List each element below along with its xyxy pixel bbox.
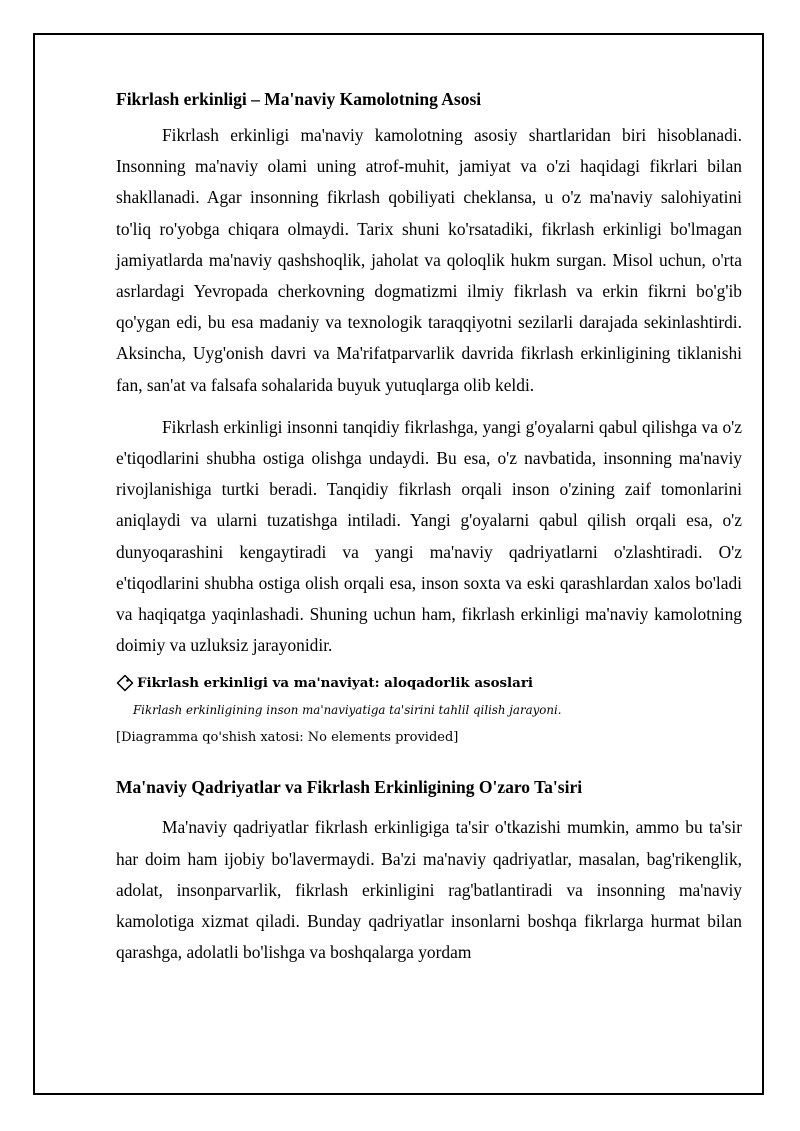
figure-title-text: Fikrlash erkinligi va ma'naviyat: aloqadorlik asoslari	[137, 675, 533, 692]
document-content	[116, 86, 742, 979]
section-heading-2: Ma'naviy Qadriyatlar va Fikrlash Erkinligining O'zaro Ta'siri	[116, 777, 583, 798]
paragraph-1: Fikrlash erkinligi ma'naviy kamolotning asosiy shartlaridan biri hisoblanadi. Insonning ma'naviy olami uning atrof-muhit, jamiyat va o'zi haqidagi fikrlari bilan shakllanadi. Agar insonning fikrlash qobiliyati cheklansa, u o'z ma'naviy salohiyatini to'liq ro'yobga chiqara olmaydi. Tarix shuni ko'rsatadiki, fikrlash erkinligi bo'lmagan jamiyatlarda ma'naviy qashshoqlik, jaholat va qoloqlik hukm surgan. Misol uchun, o'rta asrlardagi Yevropada cherkovning dogmatizmi ilmiy fikrlash va erkin fikrni bo'g'ib qo'ygan edi, bu esa madaniy va texnologik taraqqiyotni sezilarli darajada sekinlashtirdi. Aksincha, Uyg'onish davri va Ma'rifatparvarlik davrida fikrlash erkinligining tiklanishi fan, san'at va falsafa sohalarida buyuk yutuqlarga olib keldi.	[116, 125, 742, 395]
diagram-error-message: [Diagramma qo'shish xatosi: No elements provided]	[116, 730, 459, 746]
section-heading-1: Fikrlash erkinligi – Ma'naviy Kamolotning Asosi	[116, 89, 482, 109]
tag-icon	[116, 674, 134, 692]
paragraph-2: Fikrlash erkinligi insonni tanqidiy fikrlashga, yangi g'oyalarni qabul qilishga va o'z e'tiqodlarini shubha ostiga olishga undaydi. Bu esa, o'z navbatida, insonning ma'naviy rivojlanishiga turtki beradi. Tanqidiy fikrlash orqali inson o'zining zaif tomonlarini aniqlaydi va ularni tuzatishga intiladi. Yangi g'oyalarni qabul qilish orqali esa, o'z dunyoqarashini kengaytiradi va yangi ma'naviy qadriyatlarni o'zlashtiradi. O'z e'tiqodlarini shubha ostiga olish orqali esa, inson soxta va eski qarashlardan xalos bo'ladi va haqiqatga yaqinlashadi. Shuning uchun ham, fikrlash erkinligi ma'naviy kamolotning doimiy va uzluksiz jarayonidir.	[116, 416, 742, 656]
figure-title	[116, 673, 742, 693]
figure-caption: Fikrlash erkinligining inson ma'naviyatiga ta'sirini tahlil qilish jarayoni.	[133, 703, 562, 718]
paragraph-3: Ma'naviy qadriyatlar fikrlash erkinligiga ta'sir o'tkazishi mumkin, ammo bu ta'sir har doim ham ijobiy bo'lavermaydi. Ba'zi ma'naviy qadriyatlar, masalan, bag'rikenglik, adolat, insonparvarlik, fikrlash erkinligini rag'batlantiradi va insonning ma'naviy kamolotiga xizmat qiladi. Bunday qadriyatlar insonlarni boshqa fikrlarga hurmat bilan qarashga, adolatli bo'lishga va boshqalarga yordam	[116, 817, 742, 963]
